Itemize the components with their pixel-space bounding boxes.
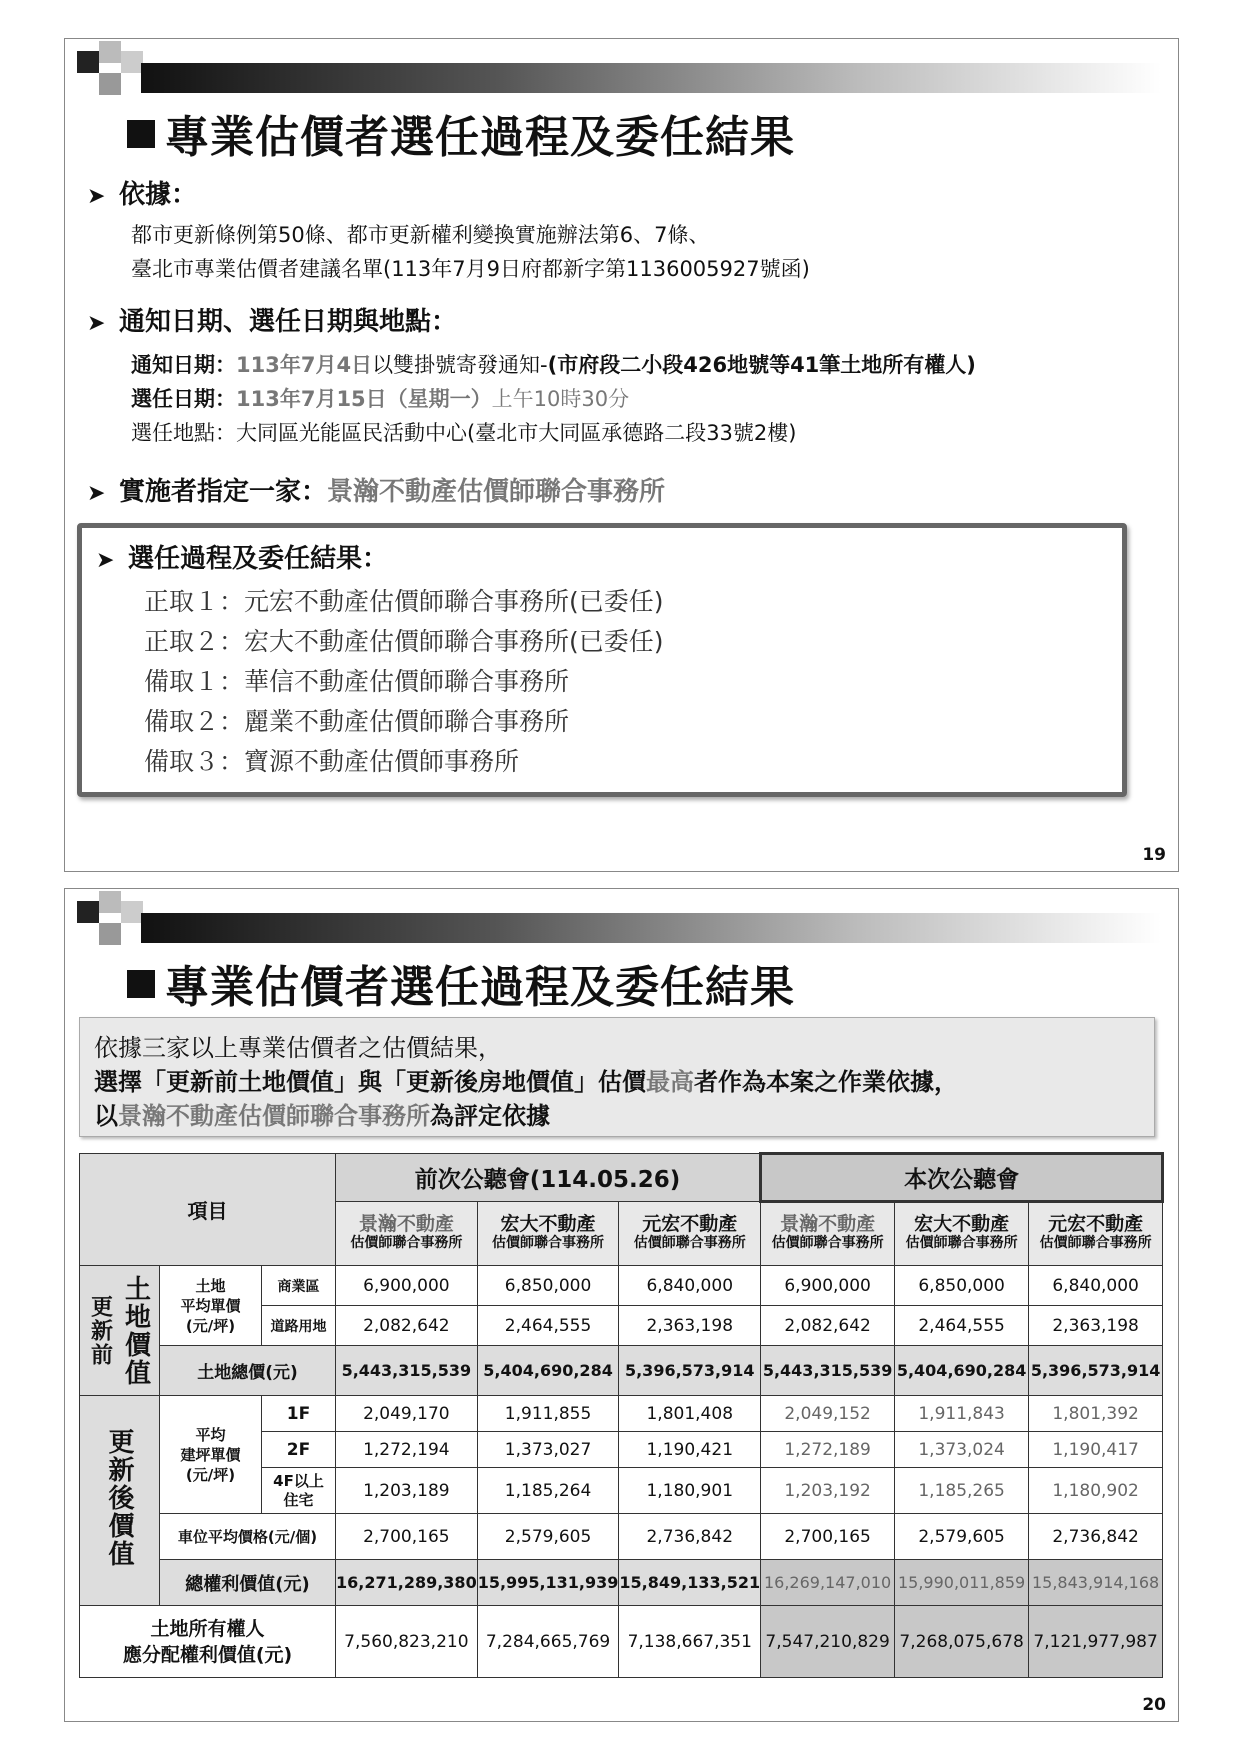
cell: 5,404,690,284 (895, 1346, 1029, 1396)
select-place-line: 選任地點：大同區光能區民活動中心(臺北市大同區承德路二段33號2樓) (131, 421, 797, 445)
cell: 16,271,289,380 (336, 1560, 478, 1606)
cell: 2,464,555 (895, 1306, 1029, 1346)
cell: 15,995,131,939 (477, 1560, 619, 1606)
cell: 5,404,690,284 (477, 1346, 619, 1396)
cell: 6,900,000 (336, 1266, 478, 1306)
cell: 2,579,605 (477, 1514, 619, 1560)
cell: 15,849,133,521 (619, 1560, 761, 1606)
slide-20 (64, 888, 1179, 1722)
cell: 2,363,198 (619, 1306, 761, 1346)
cell: 6,850,000 (477, 1266, 619, 1306)
result-row: 正取２：宏大不動產估價師聯合事務所(已委任) (144, 627, 664, 656)
cell: 1,203,192 (761, 1468, 895, 1514)
cell: 7,121,977,987 (1029, 1606, 1163, 1678)
result-row: 備取１：華信不動產估價師聯合事務所 (144, 667, 570, 696)
item-header: 項目 (80, 1154, 336, 1266)
cell: 1,801,408 (619, 1396, 761, 1432)
intro-box (79, 1017, 1155, 1137)
commercial-label: 商業區 (262, 1266, 336, 1306)
cell: 7,547,210,829 (761, 1606, 895, 1678)
land-total-label: 土地總價(元) (160, 1346, 336, 1396)
cell: 2,736,842 (1029, 1514, 1163, 1560)
basis-line-1: 都市更新條例第50條、都市更新權利變換實施辦法第6、7條、 (131, 223, 710, 247)
cell: 15,990,011,859 (895, 1560, 1029, 1606)
cell: 7,138,667,351 (619, 1606, 761, 1678)
notice-date-line: 通知日期：113年7月4日以雙掛號寄發通知-(市府段二小段426地號等41筆土地所有權人) (131, 353, 976, 377)
firm-header: 元宏不動產 估價師聯合事務所 (619, 1202, 761, 1266)
total-rights-label: 總權利價值(元) (160, 1560, 336, 1606)
floor-2f-label: 2F (262, 1432, 336, 1468)
slide-19 (64, 38, 1179, 872)
cell: 1,180,901 (619, 1468, 761, 1514)
cell: 6,850,000 (895, 1266, 1029, 1306)
cell: 1,190,421 (619, 1432, 761, 1468)
group-prev-header: 前次公聽會(114.05.26) (336, 1154, 761, 1202)
bldg-unit-label: 平均 建坪單價 (元/坪) (160, 1396, 262, 1514)
cell: 2,464,555 (477, 1306, 619, 1346)
cell: 1,185,265 (895, 1468, 1029, 1514)
basis-heading: ➤ 依據： (87, 180, 198, 210)
owner-label: 土地所有權人 應分配權利價值(元) (80, 1606, 336, 1678)
cell: 1,801,392 (1029, 1396, 1163, 1432)
floor-4f-label: 4F以上 住宅 (262, 1468, 336, 1514)
page-title: 專業估價者選任過程及委任結果 (127, 101, 795, 165)
cell: 1,272,189 (761, 1432, 895, 1468)
header-decoration (65, 889, 1178, 959)
cell: 2,049,170 (336, 1396, 478, 1432)
before-label: 更新前 土地價值 (80, 1266, 160, 1396)
header-decoration (65, 39, 1178, 109)
cell: 6,900,000 (761, 1266, 895, 1306)
cell: 5,396,573,914 (619, 1346, 761, 1396)
designated-line: ➤ 實施者指定一家：景瀚不動產估價師聯合事務所 (87, 477, 666, 507)
cell: 1,180,902 (1029, 1468, 1163, 1514)
page-number: 19 (1142, 845, 1166, 865)
cell: 15,843,914,168 (1029, 1560, 1163, 1606)
cell: 1,272,194 (336, 1432, 478, 1468)
cell: 2,363,198 (1029, 1306, 1163, 1346)
cell: 6,840,000 (1029, 1266, 1163, 1306)
result-heading: ➤ 選任過程及委任結果： (96, 544, 389, 574)
cell: 2,700,165 (761, 1514, 895, 1560)
land-unit-label: 土地 平均單價 (元/坪) (160, 1266, 262, 1346)
select-date-line: 選任日期：113年7月15日（星期一）上午10時30分 (131, 387, 630, 411)
result-row: 正取１：元宏不動產估價師聯合事務所(已委任) (144, 587, 664, 616)
after-label: 更新後價值 (80, 1396, 160, 1606)
cell: 1,203,189 (336, 1468, 478, 1514)
group-curr-header: 本次公聽會 (761, 1154, 1163, 1202)
page-title: 專業估價者選任過程及委任結果 (127, 951, 795, 1015)
result-row: 備取３：寶源不動產估價師事務所 (144, 747, 520, 776)
cell: 5,443,315,539 (336, 1346, 478, 1396)
dates-heading: ➤ 通知日期、選任日期與地點： (87, 307, 458, 337)
cell: 1,185,264 (477, 1468, 619, 1514)
cell: 2,736,842 (619, 1514, 761, 1560)
intro-line-1: 依據三家以上專業估價者之估價結果， (94, 1034, 502, 1062)
result-row: 備取２：麗業不動產估價師聯合事務所 (144, 707, 570, 736)
firm-header: 景瀚不動產 估價師聯合事務所 (761, 1202, 895, 1266)
intro-line-3: 以景瀚不動產估價師聯合事務所為評定依據 (94, 1102, 550, 1130)
firm-header: 景瀚不動產 估價師聯合事務所 (336, 1202, 478, 1266)
parking-label: 車位平均價格(元/個) (160, 1514, 336, 1560)
valuation-table (79, 1152, 1164, 1678)
cell: 1,911,855 (477, 1396, 619, 1432)
cell: 7,560,823,210 (336, 1606, 478, 1678)
firm-header: 宏大不動產 估價師聯合事務所 (895, 1202, 1029, 1266)
cell: 1,911,843 (895, 1396, 1029, 1432)
firm-header: 元宏不動產 估價師聯合事務所 (1029, 1202, 1163, 1266)
floor-1f-label: 1F (262, 1396, 336, 1432)
road-label: 道路用地 (262, 1306, 336, 1346)
cell: 5,396,573,914 (1029, 1346, 1163, 1396)
basis-line-2: 臺北市專業估價者建議名單(113年7月9日府都新字第1136005927號函) (131, 257, 810, 281)
cell: 2,579,605 (895, 1514, 1029, 1560)
cell: 5,443,315,539 (761, 1346, 895, 1396)
cell: 2,082,642 (761, 1306, 895, 1346)
cell: 1,373,027 (477, 1432, 619, 1468)
cell: 1,190,417 (1029, 1432, 1163, 1468)
cell: 6,840,000 (619, 1266, 761, 1306)
cell: 2,082,642 (336, 1306, 478, 1346)
cell: 7,268,075,678 (895, 1606, 1029, 1678)
cell: 16,269,147,010 (761, 1560, 895, 1606)
cell: 2,700,165 (336, 1514, 478, 1560)
cell: 7,284,665,769 (477, 1606, 619, 1678)
firm-header: 宏大不動產 估價師聯合事務所 (477, 1202, 619, 1266)
page-number: 20 (1142, 1695, 1166, 1715)
result-box (77, 523, 1127, 797)
cell: 2,049,152 (761, 1396, 895, 1432)
intro-line-2: 選擇「更新前土地價值」與「更新後房地價值」估價最高者作為本案之作業依據， (94, 1068, 958, 1096)
cell: 1,373,024 (895, 1432, 1029, 1468)
